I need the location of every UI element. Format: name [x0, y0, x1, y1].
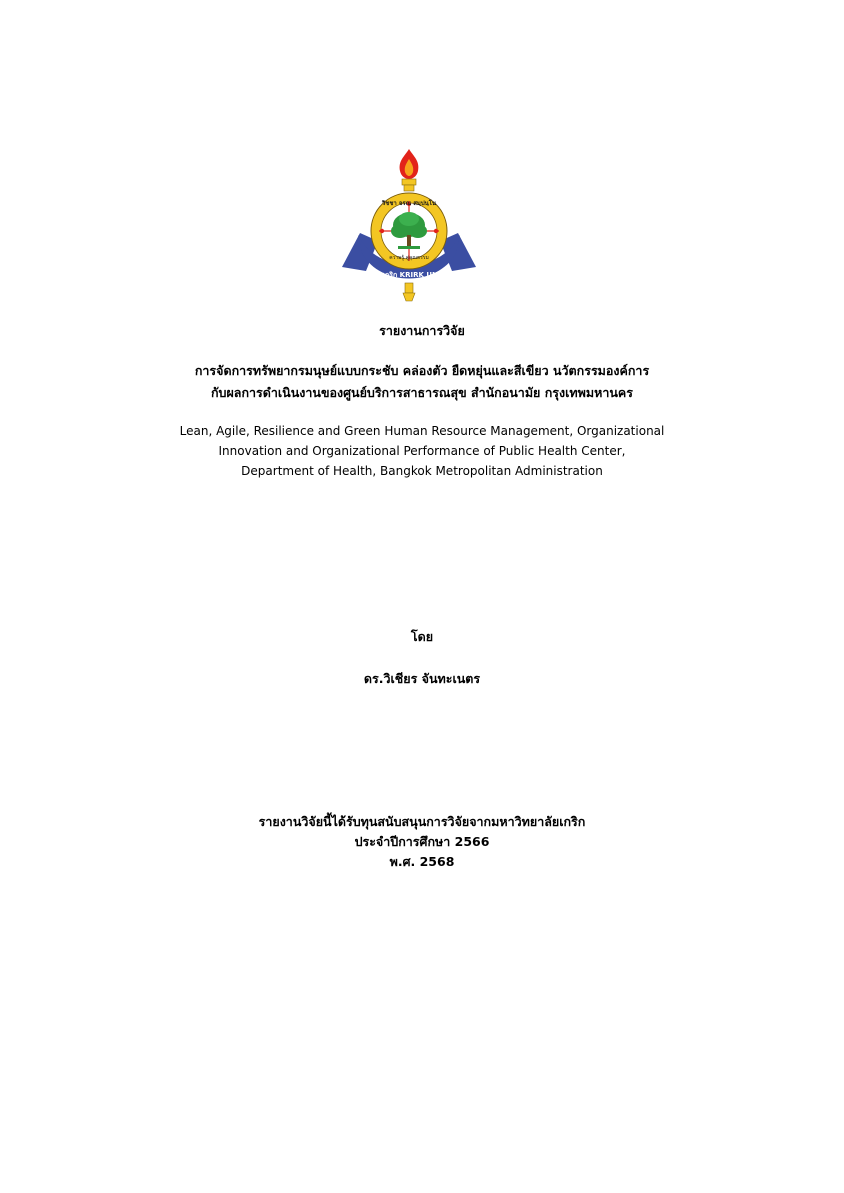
emblem-motto: วิชชา จรณ สมฺปนฺโน: [381, 200, 437, 207]
title-english-line-2: Innovation and Organizational Performance of Public Health Center,: [218, 444, 626, 458]
funding-line-2: ประจำปีการศึกษา 2566: [354, 834, 490, 849]
funding-line-1: รายงานวิจัยนี้ได้รับทุนสนับสนุนการวิจัยจากมหาวิทยาลัยเกริก: [258, 814, 586, 829]
title-english-line-1: Lean, Agile, Resilience and Green Human Resource Management, Organizational: [179, 424, 665, 438]
title-english-line-3: Department of Health, Bangkok Metropolitan Administration: [241, 464, 603, 478]
report-type: รายงานการวิจัย: [379, 323, 465, 338]
title-thai-line-1: การจัดการทรัพยากรมนุษย์แบบกระชับ คล่องตัว ยืดหยุ่นและสีเขียว นวัตกรรมองค์การ: [194, 363, 650, 378]
emblem-ribbon-text: มหาวิทยาลัยเกริก KRIRK UNIVERSITY: [344, 271, 474, 279]
title-thai-line-2: กับผลการดำเนินงานของศูนย์บริการสาธารณสุข สำนักอนามัย กรุงเทพมหานคร: [210, 385, 633, 400]
emblem-inner-text: ความรู้ คู่คุณธรรม: [389, 255, 429, 261]
krirk-university-emblem-icon: [338, 145, 480, 305]
by-label: โดย: [410, 629, 434, 644]
author-name: ดร.วิเชียร จันทะเนตร: [363, 671, 481, 686]
funding-line-3: พ.ศ. 2568: [389, 854, 455, 869]
